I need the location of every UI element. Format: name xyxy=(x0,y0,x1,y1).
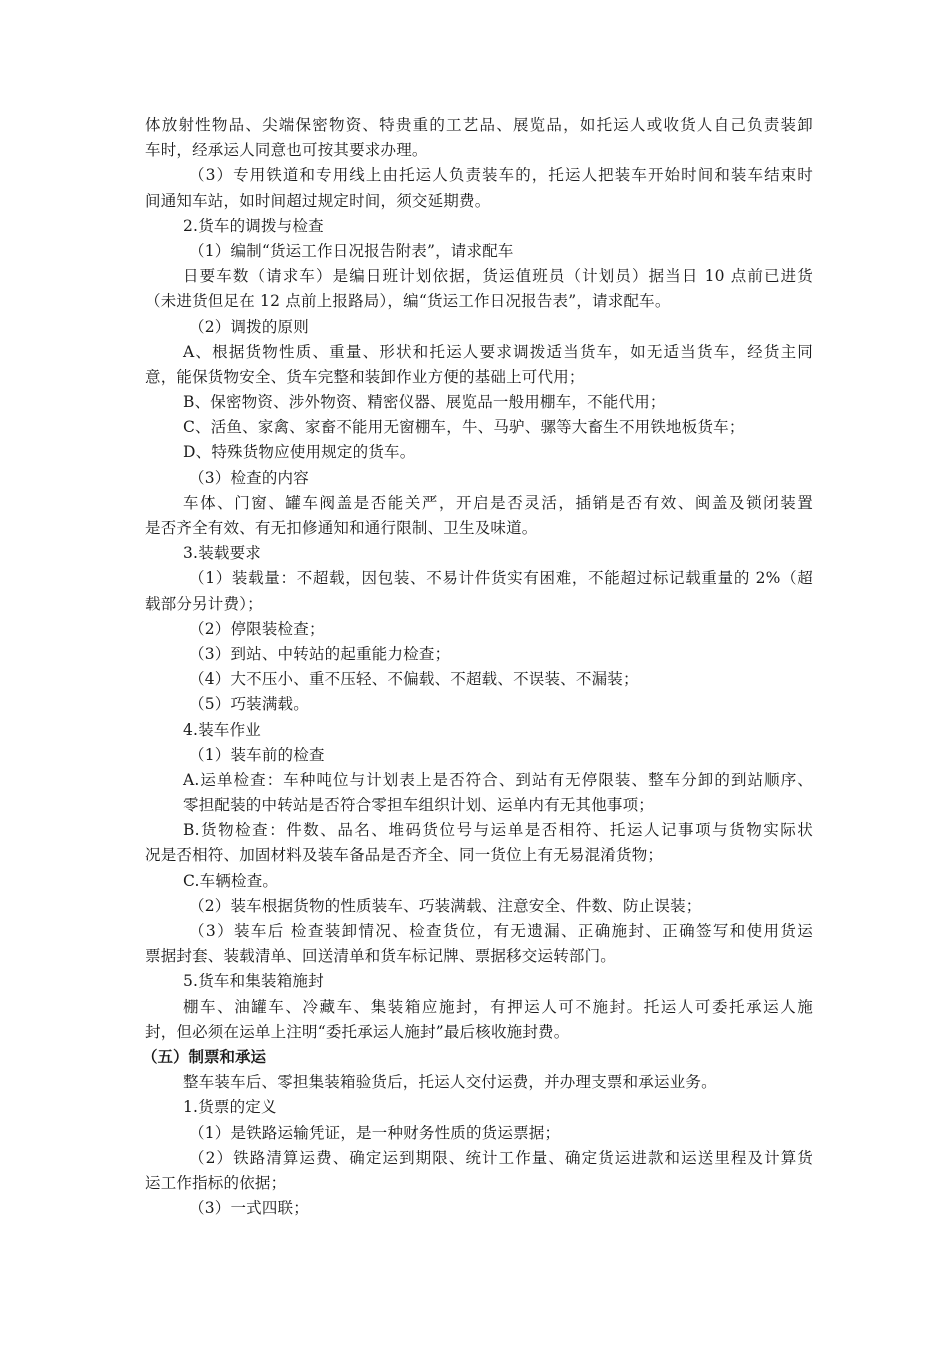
paragraph xyxy=(145,163,813,213)
paragraph xyxy=(145,1095,813,1120)
paragraph xyxy=(145,113,813,163)
text-line: B、保密物资、涉外物资、精密仪器、展览品一般用棚车，不能代用； xyxy=(183,393,666,412)
text-line: 是否齐全有效、有无扣修通知和通行限制、卫生及味道。 xyxy=(145,519,538,537)
text-line: 零担配装的中转站是否符合零担车组织计划、运单内有无其他事项； xyxy=(183,796,655,815)
paragraph xyxy=(145,315,813,340)
text-line: （3）到站、中转站的起重能力检查； xyxy=(189,644,451,663)
text-line: B.货物检查：件数、品名、堆码货位号与运单是否相符、托运人记事项与货物实际状 xyxy=(183,821,813,840)
text-line: 整车装车后、零担集装箱验货后，托运人交付运费，并办理支票和承运业务。 xyxy=(183,1073,717,1092)
text-line: （4）大不压小、重不压轻、不偏载、不超载、不误装、不漏装； xyxy=(189,670,639,689)
text-line: 日要车数（请求车）是编日班计划依据，货运值班员（计划员）据当日 10 点前已进货 xyxy=(183,267,813,286)
text-line: （3）专用铁道和专用线上由托运人负责装车的，托运人把装车开始时间和装车结束时 xyxy=(189,166,813,185)
text-line: 运工作指标的依据； xyxy=(145,1173,287,1192)
text-line: （1）编制“货运工作日况报告附表”，请求配车 xyxy=(189,241,514,260)
text-line: 体放射性物品、尖端保密物资、特贵重的工艺品、展览品，如托运人或收货人自己负责装卸 xyxy=(145,116,813,134)
text-line: （2）调拨的原则 xyxy=(189,317,309,336)
text-line: （未进货但足在 12 点前上报路局），编“货运工作日况报告表”，请求配车。 xyxy=(145,292,671,311)
text-line: （3）装车后 检查装卸情况、检查货位，有无遗漏、正确施封、正确签写和使用货运 xyxy=(189,922,813,940)
paragraph xyxy=(145,1146,813,1196)
paragraph xyxy=(145,642,813,667)
paragraph xyxy=(145,1121,813,1146)
text-line: A、根据货物性质、重量、形状和托运人要求调拨适当货车，如无适当货车，经货主同 xyxy=(183,342,813,361)
paragraph xyxy=(145,491,813,541)
text-line: 间通知车站，如时间超过规定时间，须交延期费。 xyxy=(145,191,491,210)
paragraph xyxy=(145,869,813,894)
text-line: 封，但必须在运单上注明“委托承运人施封”最后核收施封费。 xyxy=(145,1022,570,1041)
text-line: （2）停限装检查； xyxy=(189,619,325,638)
text-line: （3）检查的内容 xyxy=(189,468,309,487)
paragraph xyxy=(145,919,813,969)
paragraph xyxy=(145,768,813,818)
section-heading: （五）制票和承运 xyxy=(142,1047,267,1066)
text-line: 3.装载要求 xyxy=(183,544,261,563)
paragraph xyxy=(145,667,813,692)
text-line: 况是否相符、加固材料及装车备品是否齐全、同一货位上有无易混淆货物； xyxy=(145,846,664,865)
text-line: 车时，经承运人同意也可按其要求办理。 xyxy=(145,141,428,160)
text-line: 意，能保货物安全、货车完整和装卸作业方便的基础上可代用； xyxy=(145,367,585,386)
paragraph xyxy=(145,415,813,440)
text-line: 票据封套、装载清单、回送清单和货车标记牌、票据移交运转部门。 xyxy=(145,947,617,966)
text-line: （1）装载量：不超载，因包装、不易计件货实有困难，不能超过标记载重量的 2%（超 xyxy=(189,569,813,588)
paragraph xyxy=(145,818,813,868)
paragraph xyxy=(145,894,813,919)
text-line: 2.货车的调拨与检查 xyxy=(183,216,324,235)
paragraph xyxy=(145,1070,813,1095)
paragraph xyxy=(145,566,813,616)
text-line: （1）是铁路运输凭证，是一种财务性质的货运票据； xyxy=(189,1123,561,1142)
paragraph xyxy=(145,1196,813,1221)
text-line: （2）装车根据货物的性质装车、巧装满载、注意安全、件数、防止误装； xyxy=(189,896,702,915)
text-line: （2）铁路清算运费、确定运到期限、统计工作量、确定货运进款和运送里程及计算货 xyxy=(189,1148,813,1167)
paragraph xyxy=(145,718,813,743)
text-line: C.车辆检查。 xyxy=(183,871,279,890)
paragraph xyxy=(145,692,813,717)
paragraph xyxy=(145,541,813,566)
document-page xyxy=(142,113,813,1221)
paragraph xyxy=(145,239,813,264)
paragraph xyxy=(145,969,813,994)
paragraph xyxy=(145,264,813,314)
text-line: 载部分另计费）； xyxy=(145,594,263,613)
text-line: （1）装车前的检查 xyxy=(189,745,325,764)
text-line: 5.货车和集装箱施封 xyxy=(183,972,324,991)
paragraph xyxy=(145,466,813,491)
text-line: （5）巧装满载。 xyxy=(189,695,309,714)
paragraph xyxy=(145,214,813,239)
paragraph xyxy=(145,440,813,465)
text-line: （3）一式四联； xyxy=(189,1199,309,1218)
text-line: 4.装车作业 xyxy=(183,720,261,739)
text-line: 1.货票的定义 xyxy=(183,1098,277,1117)
paragraph xyxy=(145,340,813,390)
text-line: C、活鱼、家禽、家畜不能用无窗棚车，牛、马驴、骡等大畜生不用铁地板货车； xyxy=(183,418,745,437)
paragraph xyxy=(145,995,813,1045)
paragraph xyxy=(145,617,813,642)
text-line: A.运单检查：车种吨位与计划表上是否符合、到站有无停限装、整车分卸的到站顺序、 xyxy=(183,770,813,789)
text-line: 棚车、油罐车、冷藏车、集装箱应施封，有押运人可不施封。托运人可委托承运人施 xyxy=(183,997,813,1016)
text-line: 车体、门窗、罐车阀盖是否能关严，开启是否灵活，插销是否有效、闽盖及锁闭装置 xyxy=(183,493,813,512)
paragraph xyxy=(145,390,813,415)
text-line: D、特殊货物应使用规定的货车。 xyxy=(183,443,416,462)
paragraph xyxy=(145,743,813,768)
